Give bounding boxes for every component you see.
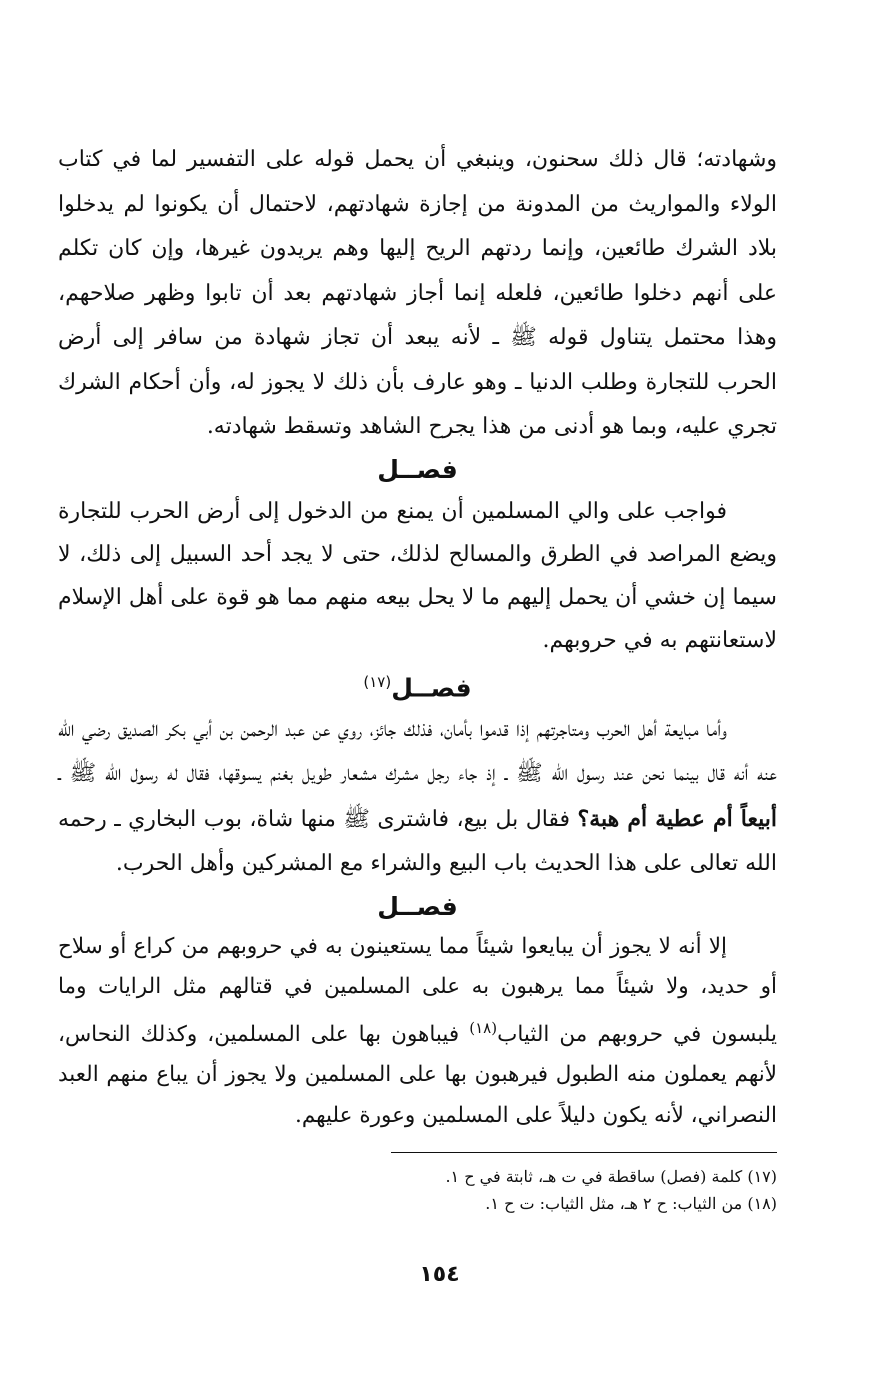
footnote-ref-17: (١٧)	[363, 672, 392, 691]
footnote-18: (١٨) من الثياب: ح ٢ هـ، مثل الثياب: ت ح ١.	[485, 1194, 777, 1214]
heading-text: فصــل	[391, 672, 472, 702]
heading-text: فصــل	[377, 454, 458, 484]
section-heading-3	[58, 887, 777, 927]
page-number: ١٥٤	[419, 1262, 460, 1287]
paragraph-4-text-b: فيباهون بها على المسلمين، وكذلك النحاس، لأنهم يعملون منه الطبول فيرهبون بها على المسلمين ولا يجوز أن يباع منهم العبد النصراني، لأنه يكون دليلاً على المسلمين وعورة عليهم.	[58, 1021, 777, 1128]
footnote-divider	[391, 1152, 777, 1153]
paragraph-3	[58, 708, 777, 887]
footnote-17: (١٧) كلمة (فصل) ساقطة في ت هـ، ثابتة في ح ١.	[445, 1167, 777, 1187]
heading-text: فصــل	[377, 891, 458, 921]
paragraph-4	[58, 927, 777, 1137]
paragraph-3-text-b: فقال بل بيع، فاشترى ﷺ منها شاة، بوب البخاري ـ رحمه الله تعالى على هذا الحديث باب البيع والشراء مع المشركين وأهل الحرب.	[58, 806, 777, 877]
footnote-ref-18: (١٨)	[469, 1018, 498, 1037]
paragraph-4-text-a: إلا أنه لا يجوز أن يبايعوا شيئاً مما يستعينون به في حروبهم من كراع أو سلاح أو حديد، ولا شيئاً مما يرهبون به على المسلمين في قتالهم مثل الرايات وما يلبسون في حروبهم من الثياب	[58, 933, 777, 1047]
paragraph-2: فواجب على والي المسلمين أن يمنع من الدخول إلى أرض الحرب للتجارة ويضع المراصد في الطرق والمسالح لذلك، حتى لا يجد أحد السبيل إلى ذلك، لا سيما إن خشي أن يحمل إليهم ما لا يحل بيعه منهم مما هو قوة على أهل الإسلام لاستعانتهم به في حروبهم.	[58, 498, 777, 653]
paragraph-3-bold-quote: أبيعاً أم عطية أم هبة؟	[577, 805, 778, 832]
section-heading-1	[58, 450, 777, 490]
section-heading-2	[58, 662, 777, 708]
paragraph-3-text-a: وأما مبايعة أهل الحرب ومتاجرتهم إذا قدموا بأمان، فذلك جائز، روي عن عبد الرحمن بن أبي بكر الصديق رضي الله عنه أنه قال بينما نحن عند رسول الله ﷺ ـ إذ جاء رجل مشرك مشعار طويل بغنم يسوقها، فقال له رسول الله ﷺ ـ	[58, 716, 777, 787]
paragraph-1: وشهادته؛ قال ذلك سحنون، وينبغي أن يحمل قوله على التفسير لما في كتاب الولاء والمواريث من المدونة من إجازة شهادتهم، لاحتمال أن يكونوا لم يدخلوا بلاد الشرك طائعين، وإنما ردتهم الريح إليها وهم يريدون غيرها، وإن كان تكلم على أنهم دخلوا طائعين، فلعله إنما أجاز شهادتهم بعد أن تابوا وظهر صلاحهم، وهذا محتمل يتناول قوله ﷺ ـ لأنه يبعد أن تجاز شهادة من سافر إلى أرض الحرب للتجارة وطلب الدنيا ـ وهو عارف بأن ذلك لا يجوز له، وأن أحكام الشرك تجري عليه، وبما هو أدنى من هذا يجرح الشاهد وتسقط شهادته.	[58, 147, 777, 439]
